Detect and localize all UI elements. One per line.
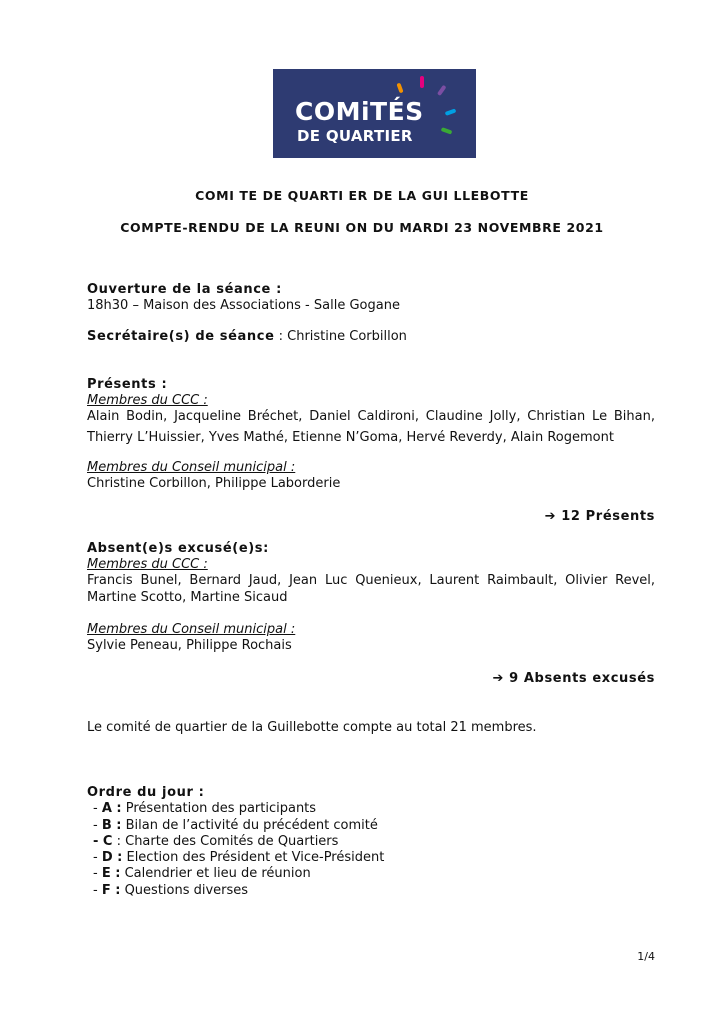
agenda-item (93, 850, 384, 866)
present-label: Présents : (87, 377, 168, 392)
agenda-prefix: - (93, 818, 102, 833)
agenda-key: B : (101, 818, 122, 833)
agenda-item (93, 801, 316, 817)
opening-label: Ouverture de la séance : (87, 282, 282, 297)
comites-de-quartier-logo (273, 69, 476, 158)
logo-text-line2: DE QUARTIER (297, 127, 413, 145)
agenda-key: E : (101, 866, 121, 881)
opening-value: 18h30 – Maison des Associations - Salle Gogane (87, 298, 400, 313)
present-ccc-line2: Thierry L’Huissier, Yves Mathé, Etienne N’Goma, Hervé Reverdy, Alain Rogemont (87, 430, 614, 445)
agenda-prefix: - (93, 850, 102, 865)
agenda-text: Calendrier et lieu de réunion (120, 866, 311, 881)
agenda-item (93, 818, 378, 834)
secretary-line (87, 329, 407, 345)
absent-ccc-label: Membres du CCC : (87, 557, 208, 572)
committee-title: COMI TE DE QUARTI ER DE LA GUI LLEBOTTE (195, 188, 529, 203)
agenda-label: Ordre du jour : (87, 785, 205, 800)
agenda-key: F : (101, 883, 121, 898)
agenda-prefix: - (93, 801, 102, 816)
agenda-prefix: - (93, 883, 102, 898)
agenda-text: Questions diverses (120, 883, 249, 898)
agenda-key: D : (101, 850, 123, 865)
agenda-item (93, 866, 311, 882)
secretary-value: : Christine Corbillon (274, 329, 407, 344)
absent-total: ➔ 9 Absents excusés (492, 671, 655, 686)
agenda-prefix: - (93, 866, 102, 881)
page-number: 1/4 (637, 950, 655, 963)
agenda-text: Présentation des participants (121, 801, 317, 816)
agenda-item (93, 883, 248, 899)
agenda-prefix: - C (93, 834, 113, 849)
absent-ccc-line2: Martine Scotto, Martine Sicaud (87, 590, 288, 605)
absent-council-label: Membres du Conseil municipal : (87, 622, 296, 637)
present-ccc-label: Membres du CCC : (87, 393, 208, 408)
agenda-key: A : (101, 801, 122, 816)
present-council-label: Membres du Conseil municipal : (87, 460, 296, 475)
present-council: Christine Corbillon, Philippe Laborderie (87, 476, 341, 491)
agenda-text: : Charte des Comités de Quartiers (112, 834, 339, 849)
agenda-text: Election des Président et Vice-Président (122, 850, 385, 865)
membership-summary: Le comité de quartier de la Guillebotte compte au total 21 membres. (87, 720, 537, 735)
absent-council: Sylvie Peneau, Philippe Rochais (87, 638, 292, 653)
report-title: COMPTE-RENDU DE LA REUNI ON DU MARDI 23 NOVEMBRE 2021 (120, 220, 604, 235)
agenda-text: Bilan de l’activité du précédent comité (121, 818, 378, 833)
present-ccc-line1: Alain Bodin, Jacqueline Bréchet, Daniel Caldironi, Claudine Jolly, Christian Le Bihan, (87, 409, 655, 424)
absent-ccc-line1: Francis Bunel, Bernard Jaud, Jean Luc Quenieux, Laurent Raimbault, Olivier Revel, (87, 573, 655, 588)
present-total: ➔ 12 Présents (544, 509, 655, 524)
logo-text-line1: COMiTÉS (295, 97, 424, 126)
secretary-label: Secrétaire(s) de séance (87, 329, 275, 344)
absent-label: Absent(e)s excusé(e)s: (87, 541, 269, 556)
agenda-item (93, 834, 338, 850)
